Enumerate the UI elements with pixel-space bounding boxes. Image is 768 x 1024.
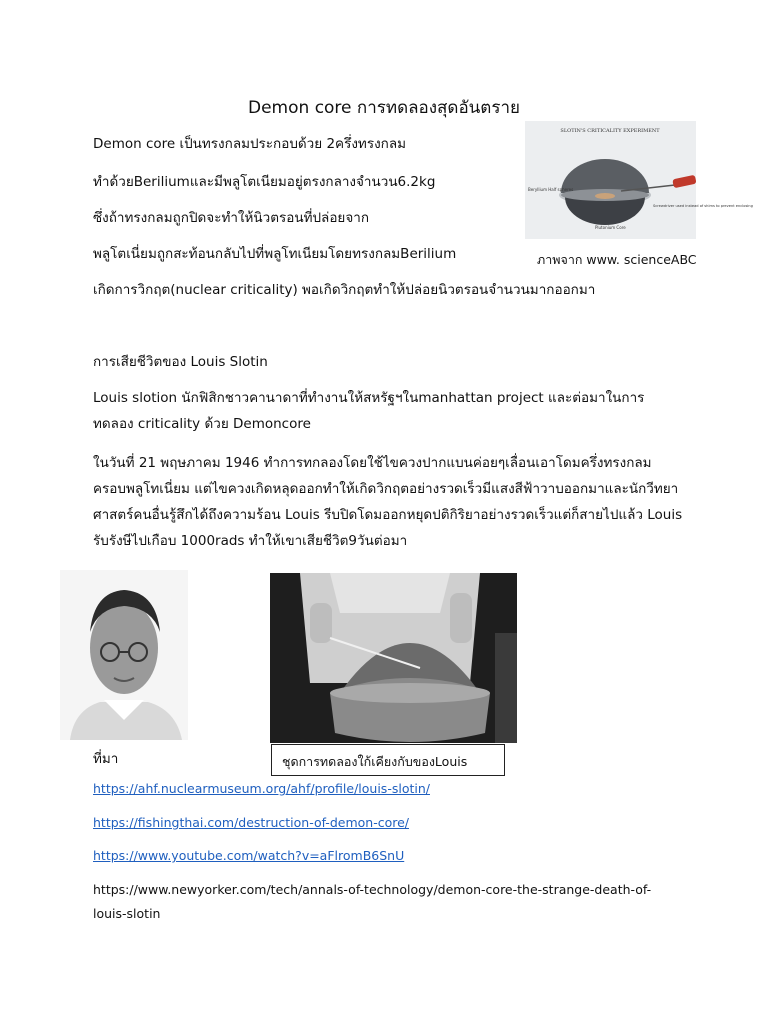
- page-title: Demon core การทดลองสุดอันตราย: [248, 98, 520, 118]
- accident-paragraph: ในวันที่ 21 พฤษภาคม 1946 ทำการทกลองโดยใช้ไขควงปากแบนค่อยๆเลื่อนเอาโดมครึ่งทรงกลมครอบพลูโทเนี่ยม แต่ไขควงเกิดหลุดออกทำให้เกิดวิกฤตอย่างรวดเร็วมีแสงสีฟ้าวาบออกมาและนักวีทยาศาสตร์คนอื่นรู้สึกได้ถึงความร้อน Louis รีบปิดโดมออกหยุดปติกิริยาอย่างรวดเร็วแต่ก็สายไปแล้ว Louis รับรังษีไปเกือบ 1000rads ทำให้เขาเสียชีวิต9วันต่อมา: [93, 455, 683, 549]
- source-label: ที่มา: [93, 751, 119, 767]
- source-link-youtube[interactable]: https://www.youtube.com/watch?v=aFlromB6SnU: [93, 848, 405, 863]
- diagram-label-left: Beryllium Half spheres: [528, 187, 574, 192]
- diagram-header: SLOTIN'S CRITICALITY EXPERIMENT: [560, 128, 660, 134]
- intro-line-3: ซึ่งถ้าทรงกลมถูกปิดจะทำให้นิวตรอนที่ปล่อยจาก: [93, 210, 369, 226]
- biography-paragraph: Louis slotion นักฟิสิกชาวคานาดาที่ทำงานให้สหรัฐฯในmanhattan project และต่อมาในการทดลอง criticality ด้วย Demoncore: [93, 390, 645, 432]
- photo-caption: ชุดการทดลองใก้เคียงกับของLouis: [271, 744, 505, 776]
- source-link-fishingthai[interactable]: https://fishingthai.com/destruction-of-demon-core/: [93, 815, 409, 830]
- diagram-caption: ภาพจาก www. scienceABC: [537, 252, 697, 267]
- criticality-diagram-image: [525, 121, 753, 239]
- intro-line-1: Demon core เป็นทรงกลมประกอบด้วย 2ครึ่งทรงกลม: [93, 136, 407, 152]
- louis-slotin-portrait: [60, 570, 188, 740]
- section-heading: การเสียชีวิตของ Louis Slotin: [93, 354, 268, 370]
- source-link-nuclearmuseum[interactable]: https://ahf.nuclearmuseum.org/ahf/profile/louis-slotin/: [93, 781, 430, 796]
- diagram-label-right: Screwdriver used instead of shims to prevent enclosing: [653, 204, 753, 208]
- intro-line-5: เกิดการวิกฤต(nuclear criticality) พอเกิดวิกฤตทำให้ปล่อยนิวตรอนจำนวนมากออกมา: [93, 282, 596, 298]
- intro-line-4: พลูโตเนี่ยมถูกสะท้อนกลับไปที่พลูโทเนียมโดยทรงกลมBerilium: [93, 246, 457, 262]
- diagram-label-bottom: Plutonium Core: [595, 225, 626, 230]
- source-url-newyorker: https://www.newyorker.com/tech/annals-of-technology/demon-core-the-strange-death-of-louis-slotin: [93, 882, 652, 921]
- experiment-photo: [270, 573, 517, 743]
- intro-line-2: ทำด้วยBeriliumและมีพลูโตเนียมอยู่ตรงกลางจำนวน6.2kg: [93, 174, 436, 190]
